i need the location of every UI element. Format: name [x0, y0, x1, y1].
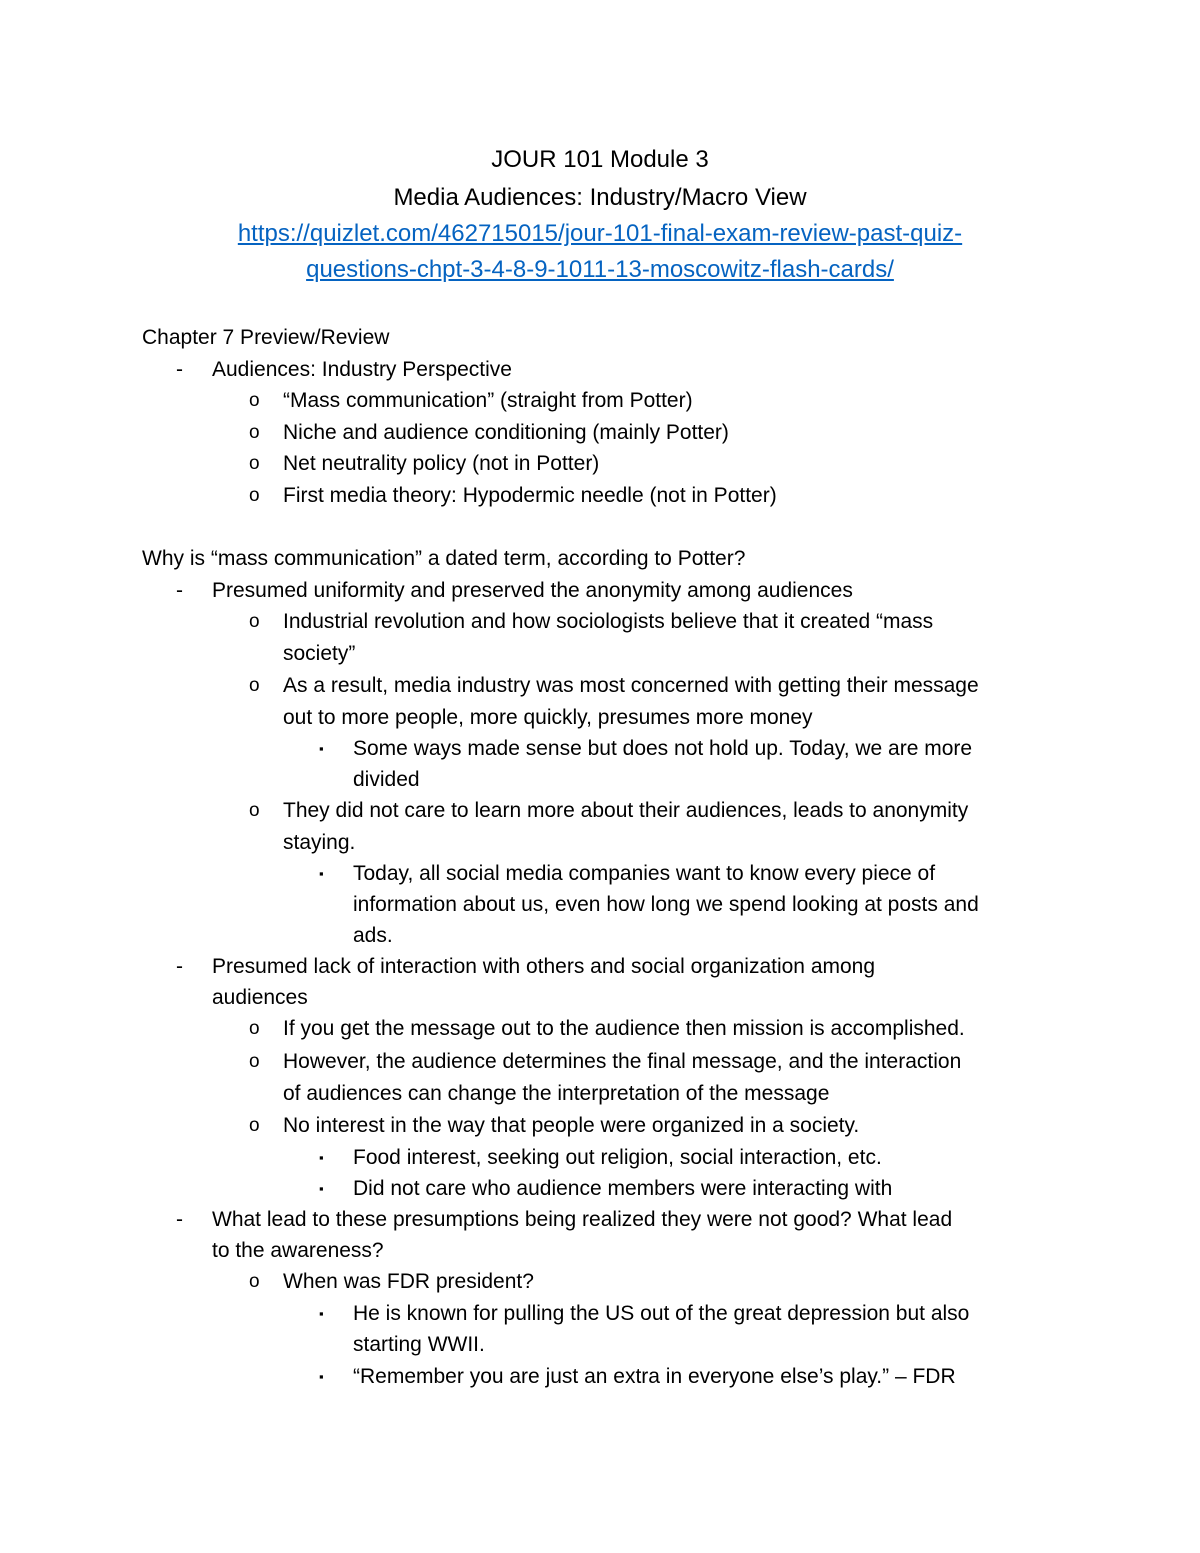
dash-bullet: - [176, 955, 183, 978]
list-item: No interest in the way that people were organized in a society. [283, 1114, 860, 1137]
list-item: Some ways made sense but does not hold up. Today, we are more [353, 737, 973, 760]
list-item-continuation: society” [283, 642, 356, 665]
list-item: Presumed lack of interaction with others and social organization among [212, 955, 876, 978]
list-item-continuation: divided [353, 768, 420, 791]
square-bullet: ▪ [319, 1150, 324, 1165]
list-item-continuation: to the awareness? [212, 1239, 384, 1262]
list-item: However, the audience determines the final message, and the interaction [283, 1050, 962, 1073]
quizlet-link-text-2[interactable]: questions-chpt-3-4-8-9-1011-13-moscowitz-flash-cards/ [306, 256, 894, 283]
square-bullet: ▪ [319, 1181, 324, 1196]
square-bullet: ▪ [319, 741, 324, 756]
list-item: Today, all social media companies want to know every piece of [353, 862, 936, 885]
list-item: He is known for pulling the US out of the great depression but also [353, 1302, 970, 1325]
document-title: JOUR 101 Module 3 [491, 146, 709, 173]
section-heading-chapter-7: Chapter 7 Preview/Review [142, 326, 390, 349]
list-item: “Mass communication” (straight from Potter) [283, 389, 693, 412]
list-item: Did not care who audience members were interacting with [353, 1177, 893, 1200]
list-item-continuation: audiences [212, 986, 308, 1009]
document-subtitle: Media Audiences: Industry/Macro View [393, 184, 807, 211]
quote-item: “Remember you are just an extra in everyone else’s play.” – FDR [353, 1365, 956, 1388]
dash-bullet: - [176, 1208, 183, 1231]
list-item-continuation: starting WWII. [353, 1333, 485, 1356]
section-heading-question: Why is “mass communication” a dated term, according to Potter? [142, 547, 746, 570]
quizlet-link-line-2[interactable] [0, 254, 1200, 286]
list-item: Food interest, seeking out religion, social interaction, etc. [353, 1146, 882, 1169]
list-item-continuation: out to more people, more quickly, presumes more money [283, 706, 813, 729]
list-item: Niche and audience conditioning (mainly Potter) [283, 421, 729, 444]
list-item: If you get the message out to the audience then mission is accomplished. [283, 1017, 965, 1040]
list-item: First media theory: Hypodermic needle (not in Potter) [283, 484, 777, 507]
list-item: Presumed uniformity and preserved the anonymity among audiences [212, 579, 853, 602]
list-item-continuation: staying. [283, 831, 356, 854]
square-bullet: ▪ [319, 1369, 324, 1384]
circle-bullet: o [249, 1018, 260, 1039]
dash-bullet: - [176, 579, 183, 602]
circle-bullet: o [249, 1271, 260, 1292]
dash-bullet: - [176, 358, 183, 381]
list-item: When was FDR president? [283, 1270, 534, 1293]
list-item-continuation: ads. [353, 924, 393, 947]
list-item: What lead to these presumptions being realized they were not good? What lead [212, 1208, 953, 1231]
list-item: They did not care to learn more about their audiences, leads to anonymity [283, 799, 969, 822]
circle-bullet: o [249, 453, 260, 474]
circle-bullet: o [249, 675, 260, 696]
quizlet-link-text-1[interactable]: https://quizlet.com/462715015/jour-101-final-exam-review-past-quiz- [237, 220, 963, 247]
circle-bullet: o [249, 422, 260, 443]
circle-bullet: o [249, 390, 260, 411]
quizlet-link-line-1[interactable] [0, 218, 1200, 250]
circle-bullet: o [249, 800, 260, 821]
circle-bullet: o [249, 1051, 260, 1072]
square-bullet: ▪ [319, 1306, 324, 1321]
list-item-continuation: information about us, even how long we spend looking at posts and [353, 893, 979, 916]
circle-bullet: o [249, 611, 260, 632]
list-item-continuation: of audiences can change the interpretation of the message [283, 1082, 830, 1105]
list-item: As a result, media industry was most concerned with getting their message [283, 674, 979, 697]
list-item: Industrial revolution and how sociologists believe that it created “mass [283, 610, 934, 633]
square-bullet: ▪ [319, 866, 324, 881]
circle-bullet: o [249, 485, 260, 506]
list-item: Net neutrality policy (not in Potter) [283, 452, 600, 475]
circle-bullet: o [249, 1115, 260, 1136]
list-item: Audiences: Industry Perspective [212, 358, 512, 381]
